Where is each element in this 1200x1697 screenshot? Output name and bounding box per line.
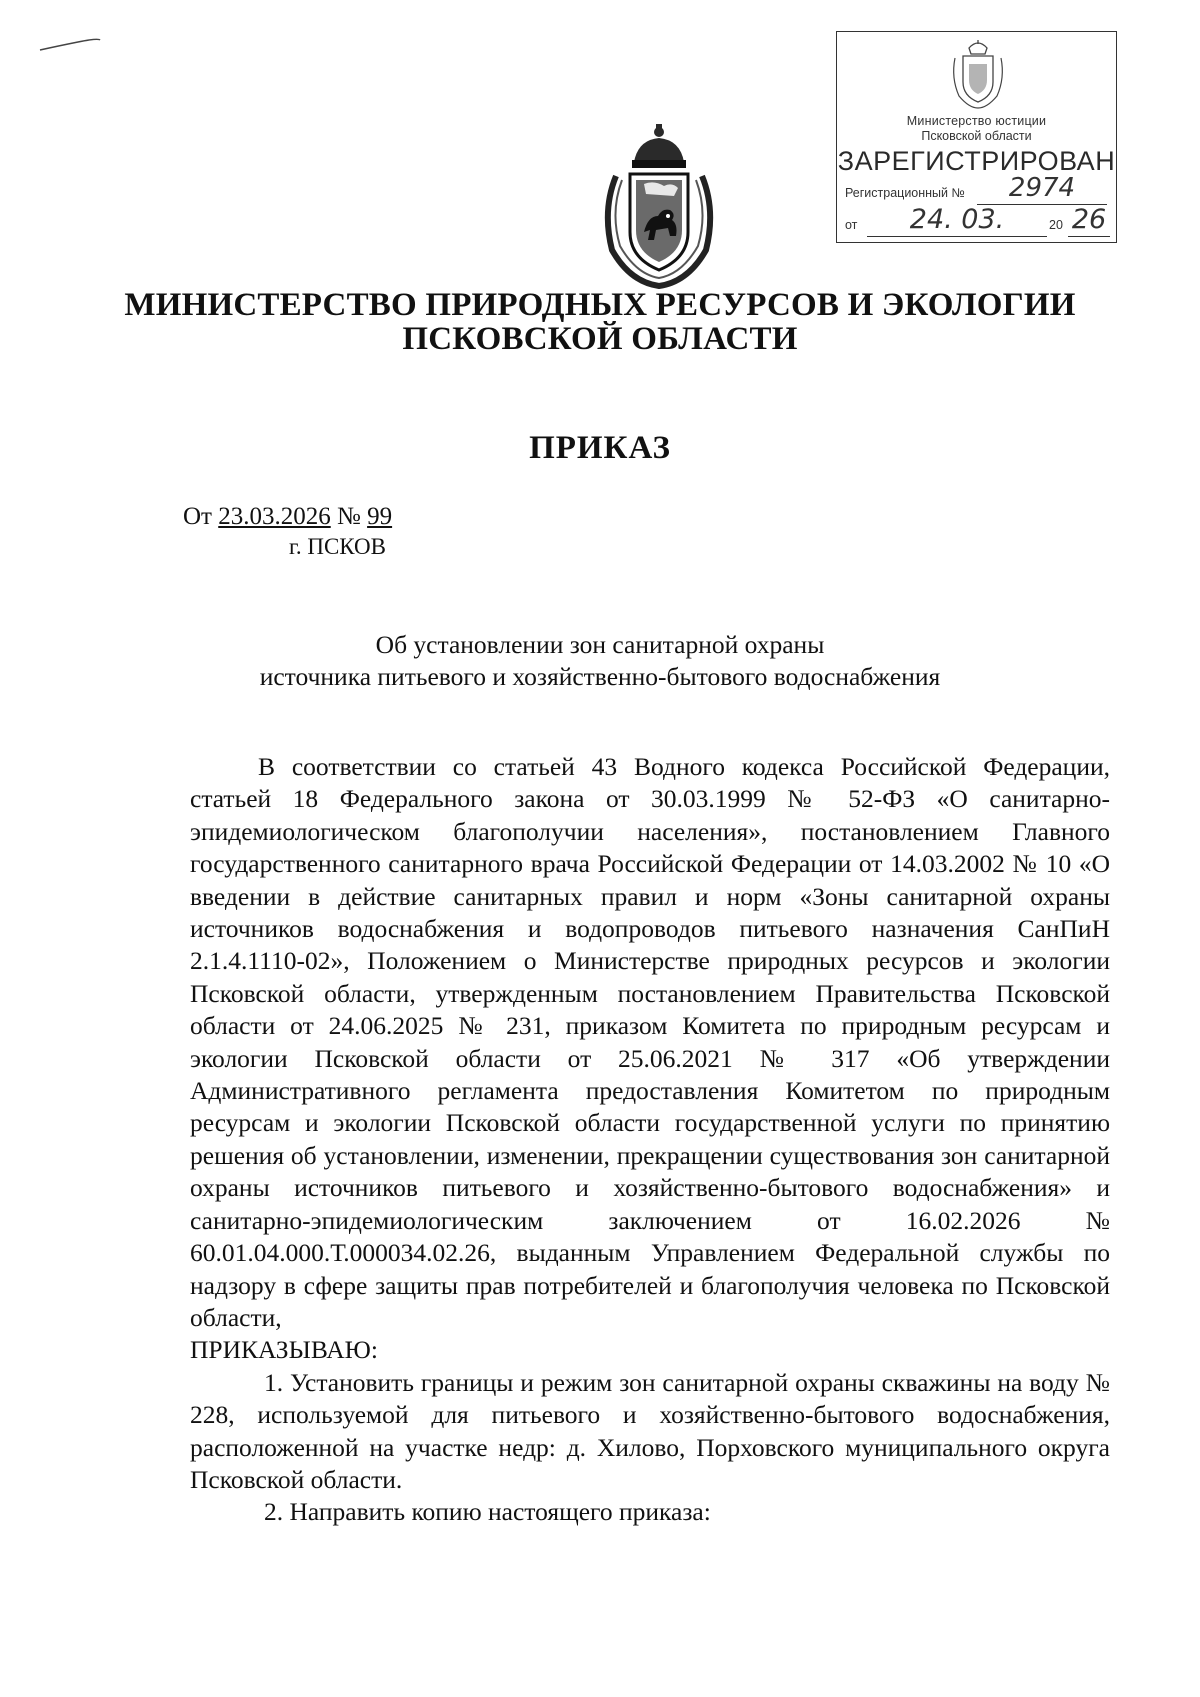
stamp-coat-of-arms-icon [949,38,1007,110]
stamp-status: ЗАРЕГИСТРИРОВАН [837,146,1116,176]
order-subject [100,629,1100,693]
ministry-title-line2: ПСКОВСКОЙ ОБЛАСТИ [402,321,798,357]
stamp-ministry-line2: Псковской области [921,129,1032,143]
order-directive-word: ПРИКАЗЫВАЮ: [190,1335,378,1365]
order-number-prefix: № [336,503,361,530]
order-subject-line2: источника питьевого и хозяйственно-бытового водоснабжения [259,662,941,691]
scan-pen-mark [38,38,102,54]
stamp-reg-label: Регистрационный № [845,186,965,200]
order-item-2: 2. Направить копию настоящего приказа: [264,1497,711,1527]
ministry-title-line1: МИНИСТЕРСТВО ПРИРОДНЫХ РЕСУРСОВ И ЭКОЛОГИИ [124,287,1076,323]
order-date-prefix: От [183,503,212,530]
order-subject-line1: Об установлении зон санитарной охраны [375,630,825,659]
order-number: 99 [367,503,393,530]
order-preamble: В соответствии со статьей 43 Водного кодекса Российской Федерации, статьей 18 Федерального закона от 30.03.1999 № 52-ФЗ «О санитарно-эпидемиологическом благополучии населения», постановлением Главного государственного санитарного врача Российской Федерации от 14.03.2002 № 10 «О введении в действие санитарных правил и норм «Зоны санитарной охраны источников водоснабжения и водопроводов питьевого назначения СанПиН 2.1.4.1110-02», Положением о Министерстве природных ресурсов и экологии Псковской области, утвержденным постановлением Правительства Псковской области от 24.06.2025 № 231, приказом Комитета по природным ресурсам и экологии Псковской области от 25.06.2021 № 317 «Об утверждении Административного регламента предоставления Комитетом по природным ресурсам и экологии Псковской области государственной услуги по принятию решения об установлении, изменении, прекращении существования зон санитарной охраны источников питьевого и хозяйственно-бытового водоснабжения» и санитарно-эпидемиологическим заключением от 16.02.2026 № 60.01.04.000.Т.000034.02.26, выданным Управлением Федеральной службы по надзору в сфере защиты прав потребителей и благополучия человека по Псковской области, [190,752,1110,1332]
coat-of-arms-icon [594,120,724,290]
order-body [190,751,1110,1529]
document-type-title: ПРИКАЗ [529,430,671,466]
stamp-ministry-line1: Министерство юстиции [906,114,1047,128]
order-item-1: 1. Установить границы и режим зон санитарной охраны скважины на воду № 228, используемой для питьевого и хозяйственно-бытового водоснабжения, расположенной на участке недр: д. Хилово, Порховского муниципального округа Псковской области. [190,1367,1110,1494]
registration-stamp [836,31,1117,243]
stamp-from-label: от [845,218,858,232]
stamp-reg-number: 2974 [977,172,1107,205]
stamp-century: 20 [1049,218,1063,232]
order-date-number [183,503,392,531]
order-city: г. ПСКОВ [289,534,387,559]
ministry-title [100,288,1100,356]
stamp-year: 26 [1068,204,1110,237]
stamp-date: 24. 03. [867,204,1047,237]
order-date: 23.03.2026 [218,503,331,530]
